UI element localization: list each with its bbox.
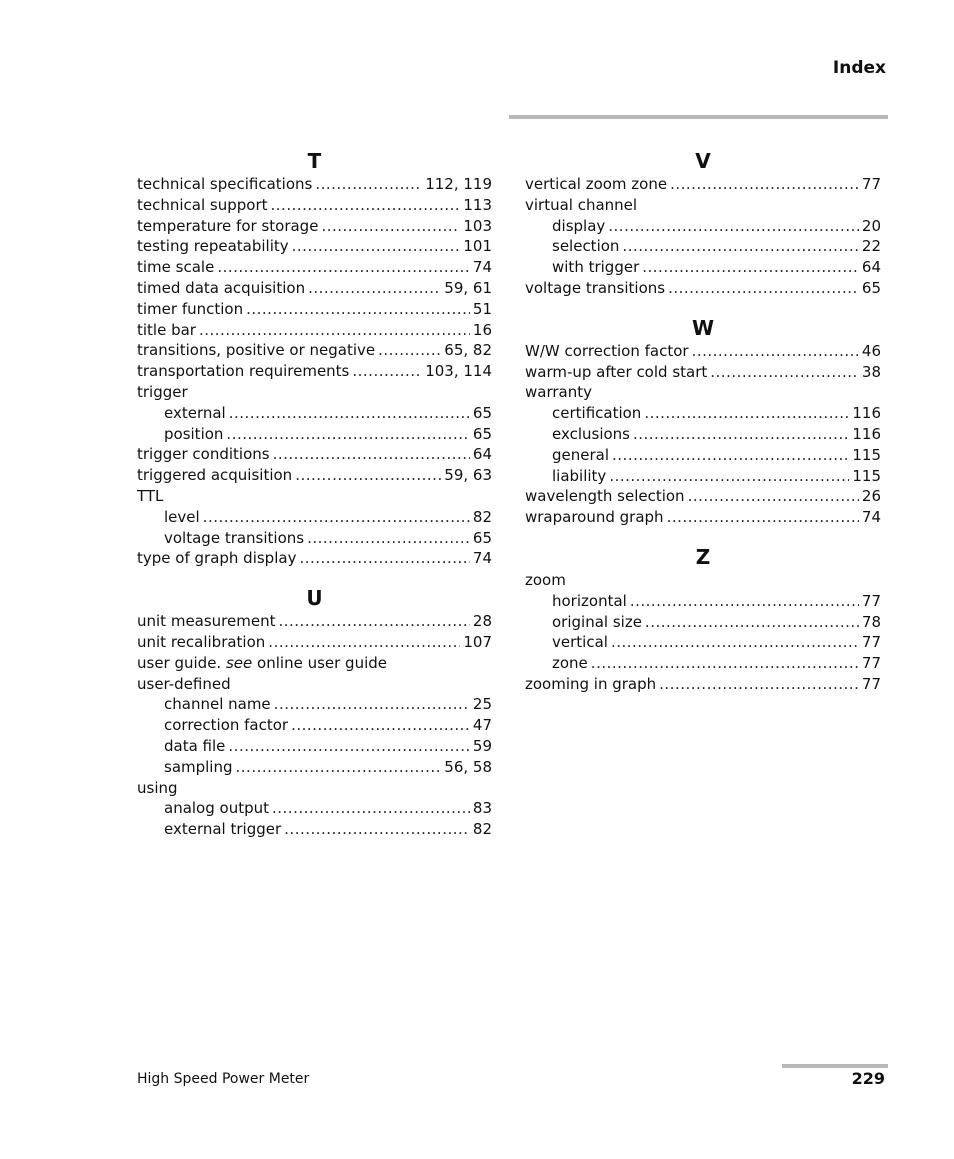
leader-dots bbox=[630, 591, 859, 612]
entry-term: selection bbox=[552, 237, 620, 256]
entry-term: correction factor bbox=[164, 716, 289, 735]
index-subentry bbox=[525, 403, 881, 424]
index-entry bbox=[525, 674, 881, 695]
index-entry bbox=[137, 320, 492, 341]
leader-dots bbox=[203, 507, 470, 528]
entry-term: unit recalibration bbox=[137, 632, 266, 651]
leader-dots bbox=[199, 320, 470, 341]
entry-pages: 82 bbox=[472, 820, 492, 839]
entry-term: vertical bbox=[552, 633, 608, 652]
index-subentry bbox=[525, 424, 881, 445]
section-letter: W bbox=[691, 315, 715, 340]
leader-dots bbox=[645, 612, 859, 633]
index-subentry bbox=[137, 819, 492, 840]
header-rule bbox=[509, 115, 888, 119]
leader-dots bbox=[274, 694, 470, 715]
entry-pages: 51 bbox=[472, 299, 492, 318]
entry-term: time scale bbox=[137, 258, 215, 277]
index-section-z bbox=[525, 544, 881, 695]
see-reference-label: see bbox=[225, 653, 253, 672]
entry-pages: 65, 82 bbox=[444, 341, 492, 360]
index-entry bbox=[137, 465, 492, 486]
index-column-right bbox=[525, 148, 881, 711]
entry-term: user guide. bbox=[137, 653, 222, 672]
index-entry bbox=[137, 444, 492, 465]
entry-pages: 78 bbox=[861, 612, 881, 631]
entry-pages: 77 bbox=[861, 654, 881, 673]
index-entry bbox=[137, 174, 492, 195]
index-entry bbox=[525, 507, 881, 528]
index-entry bbox=[525, 570, 881, 591]
entry-term: external trigger bbox=[164, 820, 282, 839]
entry-term: level bbox=[164, 507, 200, 526]
entry-term: zoom bbox=[525, 570, 566, 589]
entry-term: position bbox=[164, 424, 224, 443]
footer-document-title: High Speed Power Meter bbox=[137, 1071, 310, 1087]
entry-term: analog output bbox=[164, 799, 269, 818]
index-entry bbox=[525, 486, 881, 507]
leader-dots bbox=[272, 798, 470, 819]
leader-dots bbox=[612, 445, 849, 466]
entry-pages: 59, 61 bbox=[444, 278, 492, 297]
index-entry bbox=[137, 674, 492, 695]
leader-dots bbox=[291, 715, 470, 736]
entry-pages: 77 bbox=[861, 633, 881, 652]
entry-term: certification bbox=[552, 404, 642, 423]
leader-dots bbox=[710, 362, 859, 383]
index-subentry bbox=[137, 507, 492, 528]
leader-dots bbox=[659, 674, 859, 695]
entry-term: user-defined bbox=[137, 674, 231, 693]
index-section-t bbox=[137, 148, 492, 569]
entry-pages: 26 bbox=[861, 487, 881, 506]
index-entry bbox=[525, 362, 881, 383]
entry-term: sampling bbox=[164, 757, 233, 776]
entry-pages: 28 bbox=[472, 612, 492, 631]
index-subentry bbox=[525, 236, 881, 257]
entry-pages: 77 bbox=[861, 674, 881, 693]
index-entry bbox=[137, 340, 492, 361]
section-letter: Z bbox=[695, 544, 711, 569]
entry-term: wraparound graph bbox=[525, 508, 664, 527]
entry-pages: 46 bbox=[861, 341, 881, 360]
entry-pages: 112, 119 bbox=[425, 175, 492, 193]
index-subentry bbox=[525, 257, 881, 278]
entry-term: warm-up after cold start bbox=[525, 362, 708, 381]
page-number: 229 bbox=[851, 1069, 885, 1088]
index-subentry bbox=[525, 466, 881, 487]
leader-dots bbox=[667, 507, 859, 528]
entry-term: channel name bbox=[164, 695, 271, 714]
leader-dots bbox=[228, 736, 470, 757]
entry-pages: 56, 58 bbox=[444, 757, 492, 776]
entry-pages: 65 bbox=[472, 424, 492, 443]
index-entry bbox=[525, 174, 881, 195]
index-column-left bbox=[137, 148, 492, 856]
leader-dots bbox=[608, 216, 859, 237]
entry-term: voltage transitions bbox=[525, 278, 666, 297]
entry-pages: 22 bbox=[861, 237, 881, 256]
index-section-u bbox=[137, 585, 492, 840]
index-entry bbox=[137, 195, 492, 216]
leader-dots bbox=[217, 257, 470, 278]
index-subentry bbox=[137, 424, 492, 445]
entry-pages: 107 bbox=[463, 632, 492, 651]
entry-pages: 115 bbox=[852, 445, 881, 464]
entry-term: exclusions bbox=[552, 424, 630, 443]
leader-dots bbox=[278, 611, 469, 632]
entry-term: wavelength selection bbox=[525, 487, 685, 506]
index-entry bbox=[137, 257, 492, 278]
entry-pages: 77 bbox=[861, 175, 881, 193]
entry-term: virtual channel bbox=[525, 195, 638, 214]
index-entry bbox=[525, 278, 881, 299]
entry-pages: 116 bbox=[852, 404, 881, 423]
entry-term: zooming in graph bbox=[525, 674, 657, 693]
entry-term: unit measurement bbox=[137, 612, 276, 631]
leader-dots bbox=[299, 548, 469, 569]
leader-dots bbox=[692, 341, 859, 362]
leader-dots bbox=[284, 819, 470, 840]
entry-pages: 115 bbox=[852, 466, 881, 485]
leader-dots bbox=[378, 340, 441, 361]
index-subentry bbox=[137, 694, 492, 715]
entry-pages: 64 bbox=[472, 445, 492, 464]
section-letter: T bbox=[307, 149, 322, 173]
entry-term: timer function bbox=[137, 299, 244, 318]
leader-dots bbox=[633, 424, 849, 445]
leader-dots bbox=[226, 424, 469, 445]
entry-pages: 101 bbox=[463, 237, 492, 256]
entry-pages: 59, 63 bbox=[444, 466, 492, 485]
leader-dots bbox=[609, 466, 849, 487]
entry-pages: 113 bbox=[463, 195, 492, 214]
leader-dots bbox=[611, 632, 859, 653]
index-entry bbox=[137, 299, 492, 320]
leader-dots bbox=[307, 528, 470, 549]
index-subentry bbox=[525, 216, 881, 237]
index-entry bbox=[137, 216, 492, 237]
leader-dots bbox=[315, 174, 422, 195]
entry-term: TTL bbox=[137, 486, 164, 505]
leader-dots bbox=[273, 444, 470, 465]
entry-pages: 74 bbox=[472, 549, 492, 568]
section-letter: U bbox=[306, 586, 323, 611]
leader-dots bbox=[308, 278, 441, 299]
entry-term: with trigger bbox=[552, 258, 640, 277]
entry-term: transportation requirements bbox=[137, 362, 350, 381]
index-entry bbox=[137, 236, 492, 257]
leader-dots bbox=[688, 486, 859, 507]
entry-pages: 103 bbox=[463, 216, 492, 235]
leader-dots bbox=[591, 653, 859, 674]
running-header-title: Index bbox=[832, 58, 886, 78]
leader-dots bbox=[246, 299, 470, 320]
index-subentry bbox=[525, 612, 881, 633]
index-entry bbox=[525, 341, 881, 362]
entry-term: transitions, positive or negative bbox=[137, 341, 376, 360]
leader-dots bbox=[295, 465, 441, 486]
entry-pages: 47 bbox=[472, 716, 492, 735]
index-entry bbox=[137, 611, 492, 632]
entry-pages: 83 bbox=[472, 799, 492, 818]
index-subentry bbox=[525, 632, 881, 653]
leader-dots bbox=[271, 195, 461, 216]
entry-term: using bbox=[137, 778, 178, 797]
entry-term: title bar bbox=[137, 320, 196, 339]
entry-term: horizontal bbox=[552, 591, 627, 610]
index-subentry bbox=[137, 798, 492, 819]
entry-pages: 16 bbox=[472, 320, 492, 339]
index-subentry bbox=[525, 591, 881, 612]
entry-term: voltage transitions bbox=[164, 528, 305, 547]
leader-dots bbox=[622, 236, 858, 257]
section-letter: V bbox=[695, 149, 711, 173]
index-subentry bbox=[137, 528, 492, 549]
entry-term: timed data acquisition bbox=[137, 278, 306, 297]
footer-rule bbox=[782, 1064, 888, 1068]
entry-term: vertical zoom zone bbox=[525, 175, 668, 193]
leader-dots bbox=[229, 403, 470, 424]
entry-term: trigger conditions bbox=[137, 445, 270, 464]
leader-dots bbox=[352, 361, 422, 382]
entry-pages: 116 bbox=[852, 424, 881, 443]
index-entry bbox=[137, 632, 492, 653]
leader-dots bbox=[236, 757, 442, 778]
entry-pages: 38 bbox=[861, 362, 881, 381]
entry-term: testing repeatability bbox=[137, 237, 289, 256]
leader-dots bbox=[292, 236, 461, 257]
index-subentry bbox=[137, 715, 492, 736]
see-reference-target: online user guide bbox=[257, 653, 388, 672]
index-entry bbox=[525, 195, 881, 216]
entry-pages: 65 bbox=[861, 278, 881, 297]
index-entry bbox=[137, 548, 492, 569]
leader-dots bbox=[644, 403, 849, 424]
entry-term: warranty bbox=[525, 383, 592, 402]
index-subentry bbox=[137, 403, 492, 424]
entry-term: technical specifications bbox=[137, 175, 313, 193]
entry-term: display bbox=[552, 216, 606, 235]
entry-term: data file bbox=[164, 736, 226, 755]
index-section-w bbox=[525, 315, 881, 528]
index-entry bbox=[525, 382, 881, 403]
index-subentry bbox=[137, 736, 492, 757]
entry-pages: 25 bbox=[472, 695, 492, 714]
entry-term: temperature for storage bbox=[137, 216, 319, 235]
index-entry-see bbox=[137, 653, 492, 674]
entry-term: trigger bbox=[137, 382, 188, 401]
index-subentry bbox=[525, 653, 881, 674]
entry-pages: 65 bbox=[472, 528, 492, 547]
entry-pages: 65 bbox=[472, 403, 492, 422]
entry-pages: 103, 114 bbox=[425, 362, 492, 381]
entry-term: W/W correction factor bbox=[525, 341, 689, 360]
entry-pages: 82 bbox=[472, 507, 492, 526]
entry-pages: 59 bbox=[472, 736, 492, 755]
entry-pages: 64 bbox=[861, 258, 881, 277]
entry-pages: 20 bbox=[861, 216, 881, 235]
entry-pages: 74 bbox=[472, 258, 492, 277]
index-entry bbox=[137, 778, 492, 799]
leader-dots bbox=[670, 174, 859, 195]
index-section-v bbox=[525, 148, 881, 299]
entry-term: external bbox=[164, 403, 226, 422]
index-entry bbox=[137, 361, 492, 382]
entry-term: original size bbox=[552, 612, 642, 631]
entry-pages: 77 bbox=[861, 591, 881, 610]
entry-term: technical support bbox=[137, 195, 268, 214]
entry-term: liability bbox=[552, 466, 607, 485]
entry-pages: 74 bbox=[861, 508, 881, 527]
index-subentry bbox=[137, 757, 492, 778]
leader-dots bbox=[321, 216, 460, 237]
index-subentry bbox=[525, 445, 881, 466]
leader-dots bbox=[642, 257, 859, 278]
entry-term: triggered acquisition bbox=[137, 466, 293, 485]
index-entry bbox=[137, 382, 492, 403]
leader-dots bbox=[668, 278, 859, 299]
entry-term: general bbox=[552, 445, 610, 464]
leader-dots bbox=[268, 632, 460, 653]
entry-term: zone bbox=[552, 654, 588, 673]
index-entry bbox=[137, 486, 492, 507]
entry-term: type of graph display bbox=[137, 549, 297, 568]
index-entry bbox=[137, 278, 492, 299]
